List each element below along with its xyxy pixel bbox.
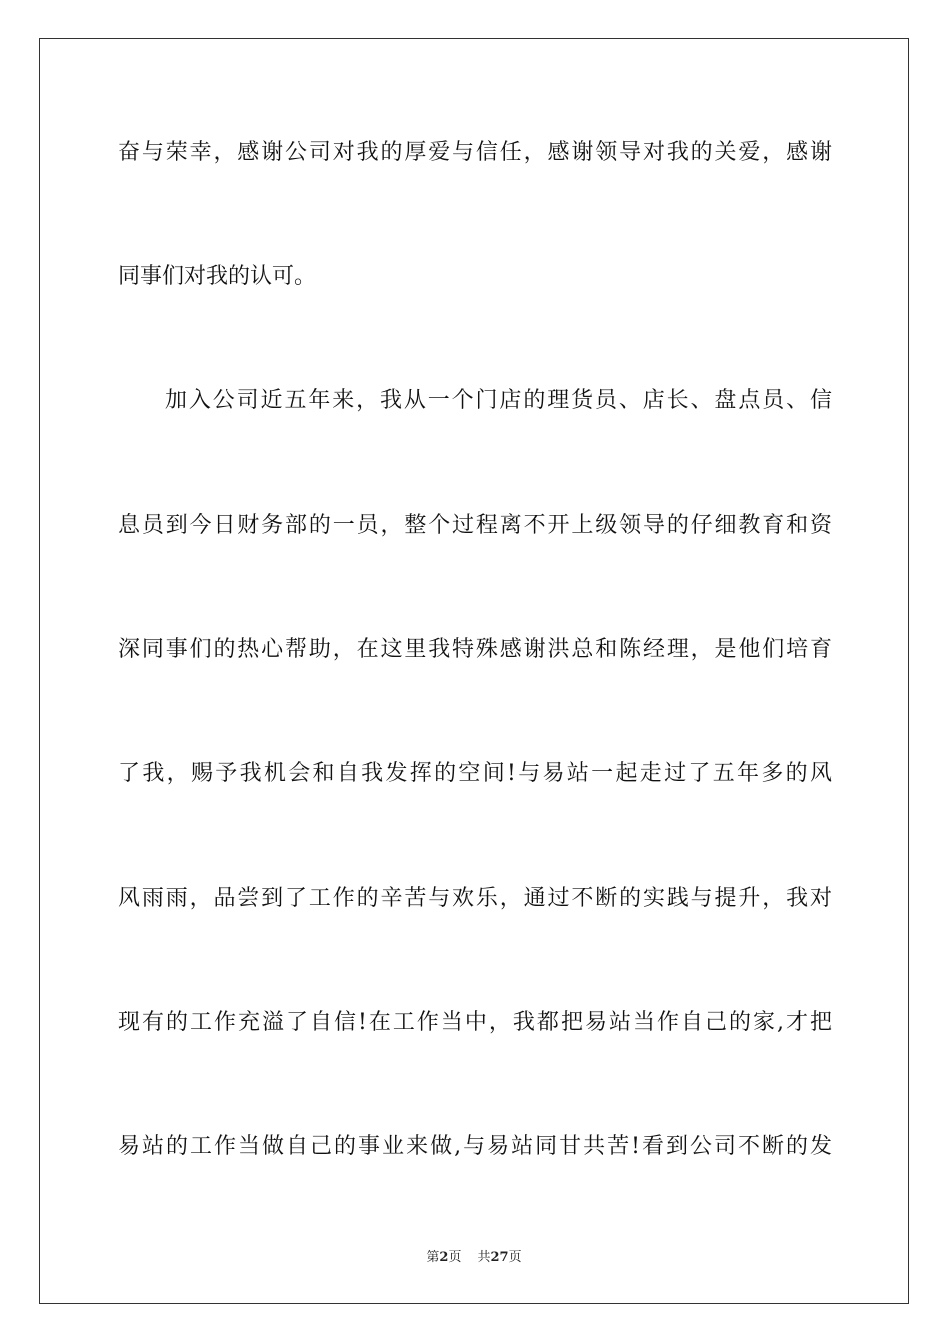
body-line-5: 深同事们的热心帮助，在这里我特殊感谢洪总和陈经理，是他们培育 [118, 637, 832, 662]
total-suffix: 页 [508, 1250, 522, 1265]
page-suffix: 页 [448, 1250, 462, 1265]
page-footer [40, 1249, 908, 1267]
body-line-2: 同事们对我的认可。 [118, 264, 317, 289]
page-number: 2 [439, 1250, 449, 1265]
body-line-3: 加入公司近五年来，我从一个门店的理货员、店长、盘点员、信 [165, 388, 832, 413]
document-page [39, 38, 909, 1304]
body-line-4: 息员到今日财务部的一员，整个过程离不开上级领导的仔细教育和资 [118, 513, 832, 538]
page-prefix: 第 [426, 1250, 440, 1265]
total-prefix: 共 [477, 1250, 491, 1265]
body-line-1: 奋与荣幸，感谢公司对我的厚爱与信任，感谢领导对我的关爱，感谢 [118, 140, 832, 165]
body-line-6: 了我，赐予我机会和自我发挥的空间!与易站一起走过了五年多的风 [118, 761, 832, 786]
total-pages: 27 [490, 1250, 509, 1265]
body-line-9: 易站的工作当做自己的事业来做,与易站同甘共苦!看到公司不断的发 [118, 1134, 832, 1159]
body-line-8: 现有的工作充溢了自信!在工作当中，我都把易站当作自己的家,才把 [118, 1010, 832, 1035]
body-line-7: 风雨雨，品尝到了工作的辛苦与欢乐，通过不断的实践与提升，我对 [118, 886, 832, 911]
